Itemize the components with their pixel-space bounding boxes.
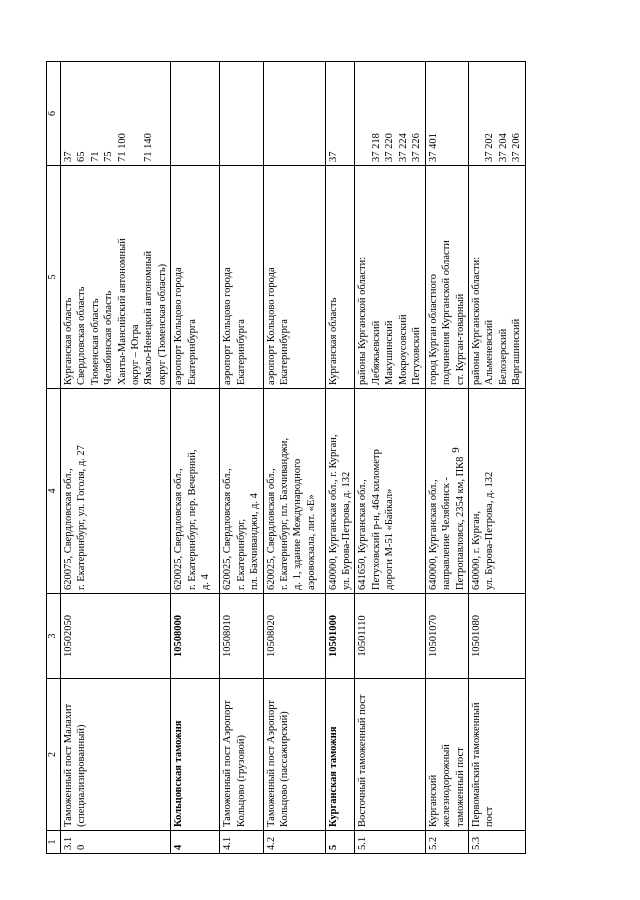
post-name-cell xyxy=(220,679,263,831)
address-cell xyxy=(325,389,355,594)
address-cell xyxy=(355,389,425,594)
region-line: Петуховский xyxy=(411,327,423,385)
region-cell xyxy=(171,166,220,389)
header-row xyxy=(47,62,61,854)
region-line: Челябинская область xyxy=(103,290,115,385)
region-line: округ (Тюменская область) xyxy=(156,263,168,385)
region-line: аэропорт Кольцово города xyxy=(173,267,185,385)
code-cell: 10501000 xyxy=(325,594,355,679)
row-number-cell: 5 xyxy=(325,831,355,854)
table-row xyxy=(325,62,355,854)
post-name-cell xyxy=(325,679,355,831)
region-line: Екатеринбурга xyxy=(279,319,291,385)
region-line: Екатеринбурга xyxy=(235,319,247,385)
region-line: районы Курганской области: xyxy=(470,256,482,385)
post-name-line: Таможенный пост Аэропорт xyxy=(265,700,277,827)
address-line: дороги М-51 «Байкал» xyxy=(384,488,396,590)
row-number-cell: 5.3 xyxy=(468,831,525,854)
okato-line: 37 220 xyxy=(384,133,396,162)
region-line: Ханты-Мансийский автономный xyxy=(116,238,128,385)
row-number-cell: 5.2 xyxy=(425,831,468,854)
address-line: г. Екатеринбург, пл. Бахчиванджи, xyxy=(279,437,291,590)
region-line: город Курган областного xyxy=(427,273,439,385)
okato-line: 37 202 xyxy=(484,133,496,162)
row-number-cell: 4.2 xyxy=(263,831,325,854)
table-row xyxy=(355,62,425,854)
region-cell xyxy=(325,166,355,389)
address-line: 620025, Свердловская обл., xyxy=(173,468,185,590)
okato-line: 37 401 xyxy=(427,133,439,162)
okato-cell xyxy=(355,62,425,166)
address-line: 641650, Курганская обл., xyxy=(357,479,369,590)
table-row xyxy=(468,62,525,854)
region-line: Тюменская область xyxy=(89,298,101,385)
okato-line: 71 100 xyxy=(116,133,128,162)
post-name-cell xyxy=(468,679,525,831)
row-number-cell: 3.10 xyxy=(60,831,171,854)
address-line: д. 4 xyxy=(200,574,212,590)
okato-line xyxy=(470,65,483,162)
region-line: районы Курганской области: xyxy=(357,256,369,385)
table-row xyxy=(171,62,220,854)
address-cell xyxy=(220,389,263,594)
okato-cell xyxy=(263,62,325,166)
code-cell: 10508020 xyxy=(263,594,325,679)
code-cell: 10501080 xyxy=(468,594,525,679)
region-line: Лебяжьевский xyxy=(370,320,382,385)
region-cell xyxy=(425,166,468,389)
page-number: 9 xyxy=(450,447,462,453)
okato-line xyxy=(129,65,142,162)
address-line: 640000, Курганская обл., г. Курган, xyxy=(327,434,339,590)
post-name-line: Первомайский таможенный xyxy=(470,702,482,827)
header-cell: 5 xyxy=(47,166,61,389)
post-name-line: железнодорожный xyxy=(441,744,453,827)
okato-line: 37 206 xyxy=(511,133,523,162)
address-cell xyxy=(263,389,325,594)
code-cell: 10508000 xyxy=(171,594,220,679)
address-line: 640000, г. Курган, xyxy=(470,510,482,590)
post-name-line: пост xyxy=(484,806,496,827)
okato-line: 37 218 xyxy=(370,133,382,162)
address-cell xyxy=(60,389,171,594)
post-name-cell xyxy=(425,679,468,831)
okato-cell xyxy=(425,62,468,166)
address-line: г. Екатеринбург, ул. Гоголя, д. 27 xyxy=(76,445,88,590)
code-cell: 10508010 xyxy=(220,594,263,679)
region-line: Макушинский xyxy=(384,320,396,385)
region-line: Альменевский xyxy=(484,319,496,385)
region-line: Мокроусовский xyxy=(397,314,409,385)
region-line: Варгашинский xyxy=(511,318,523,385)
okato-cell xyxy=(468,62,525,166)
post-name-line: Курганский xyxy=(427,774,439,827)
post-name-line: Восточный таможенный пост xyxy=(357,694,369,827)
region-cell xyxy=(468,166,525,389)
header-cell: 1 xyxy=(47,831,61,854)
address-cell xyxy=(171,389,220,594)
region-line: аэропорт Кольцово города xyxy=(265,267,277,385)
code-cell: 10501110 xyxy=(355,594,425,679)
post-name-cell xyxy=(60,679,171,831)
okato-cell xyxy=(325,62,355,166)
address-line: 640000, Курганская обл., xyxy=(427,479,439,590)
row-number-cell: 4 xyxy=(171,831,220,854)
post-name-line: Кольцово (пассажирский) xyxy=(279,711,291,827)
row-number-cell: 4.1 xyxy=(220,831,263,854)
address-line: направление Челябинск - xyxy=(441,477,453,590)
table-row xyxy=(263,62,325,854)
post-name-cell xyxy=(263,679,325,831)
header-cell: 4 xyxy=(47,389,61,594)
post-name-line: Кольцовская таможня xyxy=(173,720,185,827)
address-line: 620025, Свердловская обл., xyxy=(222,468,234,590)
region-line: подчинения Курганской области xyxy=(441,240,453,385)
region-cell xyxy=(60,166,171,389)
address-line: Петропавловск, 2354 км, ПК8 xyxy=(454,456,466,590)
address-line: аэровокзала, лит. «Е» xyxy=(305,494,317,590)
region-line: аэропорт Кольцово города xyxy=(222,267,234,385)
region-line: Белозерский xyxy=(497,328,509,385)
address-line: ул. Бурова-Петрова, д. 132 xyxy=(484,471,496,590)
okato-line: 75 xyxy=(103,151,115,162)
okato-line: 71 xyxy=(89,151,101,162)
region-cell xyxy=(220,166,263,389)
post-name-cell xyxy=(355,679,425,831)
okato-cell xyxy=(60,62,171,166)
row-number-cell: 5.1 xyxy=(355,831,425,854)
customs-table xyxy=(46,61,526,854)
address-line: г. Екатеринбург, xyxy=(235,518,247,590)
rotated-page xyxy=(46,62,606,854)
region-cell xyxy=(263,166,325,389)
header-cell: 6 xyxy=(47,62,61,166)
region-line: Курганская область xyxy=(62,297,74,385)
post-name-line: Таможенный пост Аэропорт xyxy=(222,700,234,827)
address-line: ул. Бурова-Петрова, д. 132 xyxy=(341,471,353,590)
region-line: Ямало-Ненецкий автономный xyxy=(143,250,155,385)
okato-line: 71 140 xyxy=(143,133,155,162)
okato-line: 37 xyxy=(62,151,74,162)
region-cell xyxy=(355,166,425,389)
okato-cell xyxy=(220,62,263,166)
address-cell xyxy=(425,389,468,594)
header-cell: 3 xyxy=(47,594,61,679)
okato-line: 65 xyxy=(76,151,88,162)
region-line: округ – Югра xyxy=(129,324,141,385)
code-cell: 10502050 xyxy=(60,594,171,679)
okato-line: 37 204 xyxy=(497,133,509,162)
header-cell: 2 xyxy=(47,679,61,831)
okato-line xyxy=(356,65,369,162)
address-line: 620025, Свердловская обл., xyxy=(265,468,277,590)
okato-line: 37 xyxy=(327,151,339,162)
table-row xyxy=(60,62,171,854)
address-line: Петуховский р-н, 464 километр xyxy=(370,449,382,590)
region-line: Свердловская область xyxy=(76,286,88,385)
region-line: Екатеринбурга xyxy=(186,319,198,385)
code-cell: 10501070 xyxy=(425,594,468,679)
post-name-line: Кольцово (грузовой) xyxy=(235,734,247,827)
address-line: г. Екатеринбург, пер. Вечерний, xyxy=(186,449,198,590)
address-cell xyxy=(468,389,525,594)
post-name-line: таможенный пост xyxy=(454,747,466,827)
address-line: д. 1, здание Международного xyxy=(292,458,304,590)
post-name-line: Курганская таможня xyxy=(327,726,339,827)
table-row xyxy=(425,62,468,854)
region-line: ст. Курган-товарный xyxy=(454,293,466,385)
post-name-cell xyxy=(171,679,220,831)
post-name-line: Таможенный пост Малахит xyxy=(62,703,74,827)
address-line: 620075, Свердловская обл., xyxy=(62,468,74,590)
post-name-line: (специализированный) xyxy=(76,724,88,827)
table-row xyxy=(220,62,263,854)
okato-line: 37 224 xyxy=(397,133,409,162)
region-line: Курганская область xyxy=(327,297,339,385)
okato-line: 37 226 xyxy=(411,133,423,162)
okato-cell xyxy=(171,62,220,166)
address-line: пл. Бахчиванджи, д. 4 xyxy=(249,493,261,590)
